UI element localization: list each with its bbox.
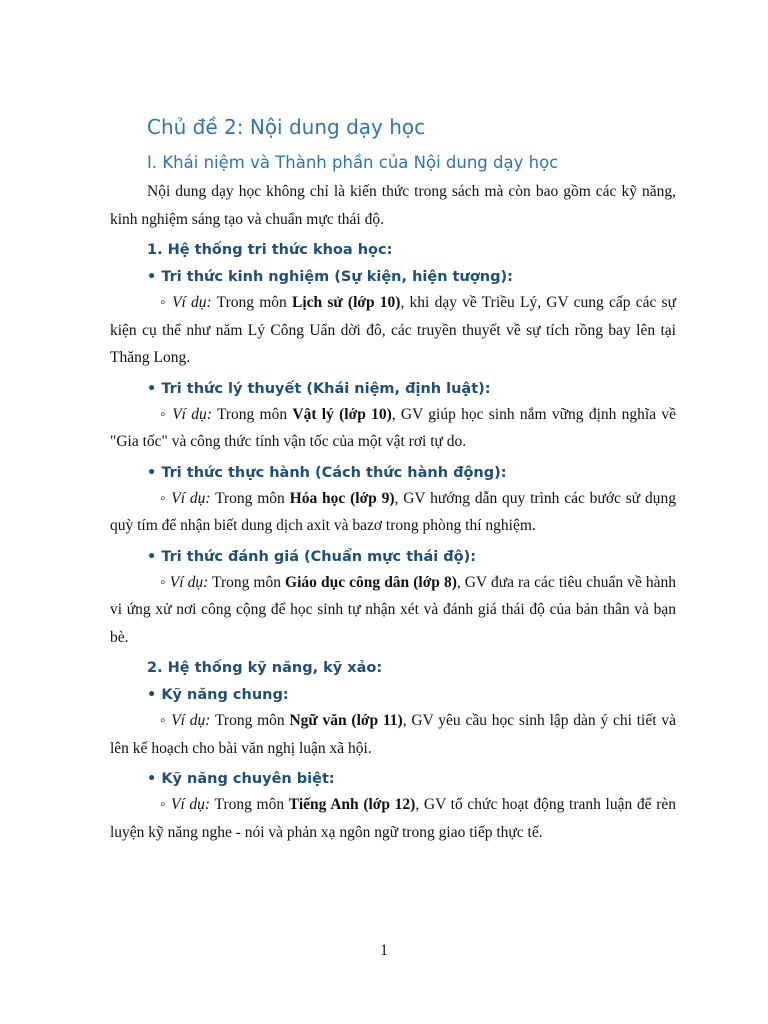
bullet-glyph: ◦ [160, 573, 166, 591]
example-paragraph-physics: ◦ Ví dụ: Trong môn Vật lý (lớp 10), GV giúp học sinh nắm vững định nghĩa về "Gia tốc" và công thức tính vận tốc của một vật rơi tự do. [110, 405, 677, 450]
example-label: Ví dụ: [169, 573, 209, 591]
intro-paragraph: Nội dung dạy học không chỉ là kiến thức trong sách mà còn bao gồm các kỹ năng, kinh nghiệm sáng tạo và chuẩn mực thái độ. [110, 183, 676, 228]
example-paragraph-history: ◦ Ví dụ: Trong môn Lịch sử (lớp 10), khi dạy về Triều Lý, GV cung cấp các sự kiện cụ thể như năm Lý Công Uẩn dời đô, các truyền thuyết về sự tích rồng bay lên tại Thăng Long. [110, 294, 676, 366]
page-number: 1 [380, 942, 388, 959]
bullet-heading-specific-skills: • Kỹ năng chuyên biệt: [147, 771, 335, 787]
example-paragraph-english: ◦ Ví dụ: Trong môn Tiếng Anh (lớp 12), GV tổ chức hoạt động tranh luận để rèn luyện kỹ năng nghe - nói và phản xạ ngôn ngữ trong giao tiếp thực tế. [110, 796, 677, 841]
example-label: Ví dụ: [171, 712, 211, 729]
bullet-glyph: ◦ [160, 294, 167, 311]
example-label: Ví dụ: [171, 489, 211, 507]
example-paragraph-chemistry: ◦ Ví dụ: Trong môn Hóa học (lớp 9), GV hướng dẫn quy trình các bước sử dụng quỳ tím để nhận biết dung dịch axit và bazơ trong phòng thí nghiệm. [110, 489, 676, 534]
subject-name: Tiếng Anh (lớp 12) [288, 796, 416, 813]
bullet-glyph: ◦ [160, 796, 167, 813]
example-label: Ví dụ: [170, 796, 211, 813]
subsection-heading-knowledge: 1. Hệ thống tri thức khoa học: [147, 242, 393, 258]
subject-name: Vật lý (lớp 10) [292, 405, 392, 423]
subject-name: Giáo dục công dân (lớp 8) [285, 573, 457, 591]
bullet-heading-practice: • Tri thức thực hành (Cách thức hành động): [147, 464, 507, 481]
subject-name: Lịch sử (lớp 10) [292, 294, 401, 311]
example-label: Ví dụ: [172, 405, 212, 423]
subject-name: Hóa học (lớp 9) [289, 489, 395, 507]
example-paragraph-civics: ◦ Ví dụ: Trong môn Giáo dục công dân (lớp 8), GV đưa ra các tiêu chuẩn về hành vi ứng xử nơi công cộng để học sinh tự nhận xét và đánh giá thái độ của bản thân và bạn bè. [110, 573, 677, 646]
bullet-glyph: ◦ [160, 489, 167, 507]
bullet-heading-theory: • Tri thức lý thuyết (Khái niệm, định luật): [147, 380, 491, 397]
bullet-heading-evaluation: • Tri thức đánh giá (Chuẩn mực thái độ): [147, 548, 477, 565]
page-title: Chủ đề 2: Nội dung dạy học [147, 115, 426, 139]
bullet-glyph: ◦ [160, 405, 167, 423]
subject-name: Ngữ văn (lớp 11) [289, 712, 403, 729]
example-label: Ví dụ: [172, 294, 212, 311]
subsection-heading-skills: 2. Hệ thống kỹ năng, kỹ xảo: [147, 660, 383, 676]
document-page [110, 112, 676, 846]
section-heading: I. Khái niệm và Thành phần của Nội dung dạy học [147, 153, 559, 172]
bullet-heading-general-skills: • Kỹ năng chung: [147, 687, 289, 703]
bullet-heading-experience: • Tri thức kinh nghiệm (Sự kiện, hiện tượng): [147, 269, 513, 285]
bullet-glyph: ◦ [160, 712, 167, 729]
example-paragraph-literature: ◦ Ví dụ: Trong môn Ngữ văn (lớp 11), GV yêu cầu học sinh lập dàn ý chi tiết và lên kế hoạch cho bài văn nghị luận xã hội. [110, 712, 676, 757]
